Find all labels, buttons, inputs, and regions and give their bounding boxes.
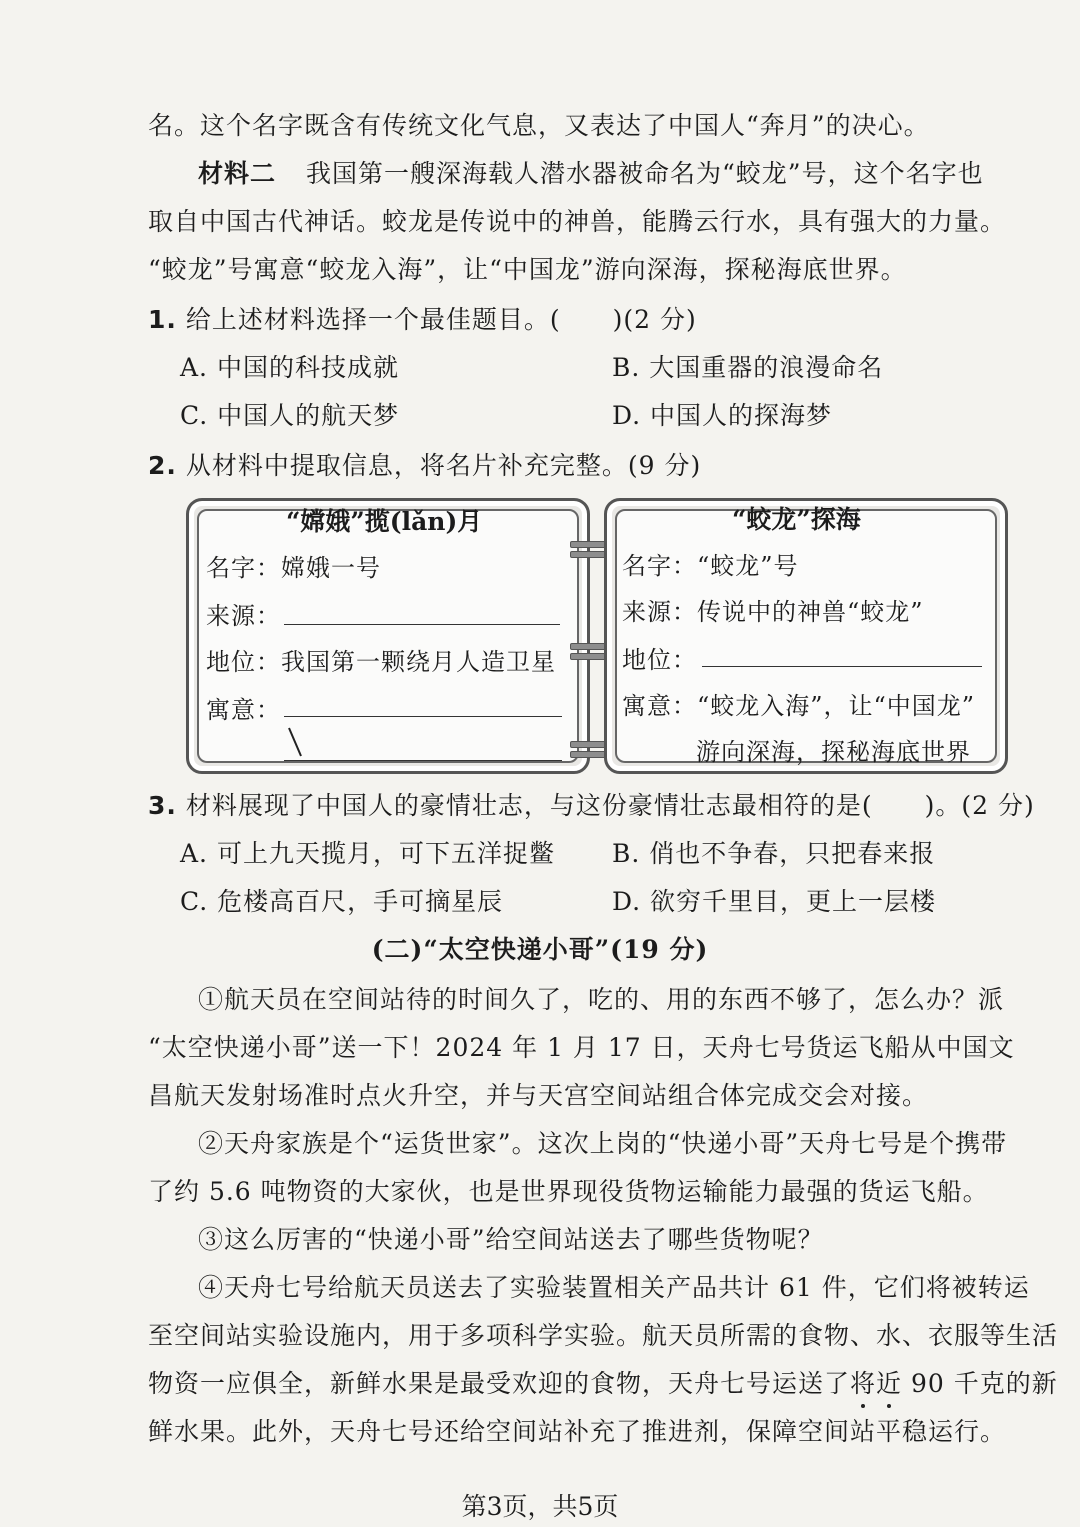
para-1-line1: ①航天员在空间站待的时间久了，吃的、用的东西不够了，怎么办？派 [198,985,1005,1014]
material-two-line1 [198,158,1010,190]
page-number: 第3页，共5页 [461,1492,619,1521]
card-chang-e-name: 名字：嫦娥一号 [206,554,381,582]
question-1-text: 给上述材料选择一个最佳题目。( )(2 分) [185,305,697,334]
card-chang-e-source-label: 来源： [206,602,281,630]
card-jiaolong-meaning-1: 寓意：“蛟龙入海”，让“中国龙” [622,692,976,720]
question-2-text: 从材料中提取信息，将名片补充完整。(9 分) [185,451,702,480]
para-4-line3-b: 90 千克的新 [902,1369,1058,1398]
card-chang-e-meaning-blank-1[interactable] [284,716,562,717]
card-jiaolong-meaning-2: 游向深海，探秘海底世界 [696,738,971,766]
para-4-line3-a: 物资一应俱全，新鲜水果是最受欢迎的食物，天舟七号运送了 [148,1369,851,1398]
para-3-line1: ③这么厉害的“快递小哥”给空间站送去了哪些货物呢？ [198,1225,824,1254]
material-two-line3: “蛟龙”号寓意“蛟龙入海”，让“中国龙”游向深海，探秘海底世界。 [148,255,907,284]
q3-option-d[interactable]: D. 欲穷千里目，更上一层楼 [612,887,937,916]
question-3-number: 3. [148,791,177,820]
material-two-text1: 我国第一艘深海载人潜水器被命名为“蛟龙”号，这个名字也 [306,159,984,188]
card-jiaolong-source: 来源：传说中的神兽“蛟龙” [622,598,924,626]
question-1 [148,304,697,336]
question-2-number: 2. [148,451,177,480]
section-2-title: (二)“太空快递小哥”(19 分) [371,935,709,964]
para-2-line2: 了约 5.6 吨物资的大家伙，也是世界现役货物运输能力最强的货运飞船。 [148,1177,989,1206]
para-4-line2: 至空间站实验设施内，用于多项科学实验。航天员所需的食物、水、衣服等生活 [148,1321,1059,1350]
question-2 [148,450,701,482]
para-2-line1: ②天舟家族是个“运货世家”。这次上岗的“快递小哥”天舟七号是个携带 [198,1129,1008,1158]
q3-option-b[interactable]: B. 俏也不争春，只把春来报 [612,839,936,868]
question-3-text: 材料展现了中国人的豪情壮志，与这份豪情壮志最相符的是( )。(2 分) [185,791,1035,820]
q1-option-c[interactable]: C. 中国人的航天梦 [180,401,400,430]
material-two-label: 材料二 [198,159,277,188]
q3-option-c[interactable]: C. 危楼高百尺，手可摘星辰 [180,887,504,916]
question-3 [148,790,1035,822]
card-jiaolong-inner [615,509,997,763]
emphasis-char-1: 将 [850,1369,877,1398]
card-jiaolong-status-blank[interactable] [702,666,982,667]
card-chang-e-status: 地位：我国第一颗绕月人造卫星 [206,648,556,676]
card-chang-e-meaning-blank-2[interactable] [284,760,562,761]
para-4-line1: ④天舟七号给航天员送去了实验装置相关产品共计 61 件，它们将被转运 [198,1273,1030,1302]
card-jiaolong-name: 名字：“蛟龙”号 [622,552,799,580]
question-1-number: 1. [148,305,177,334]
pen-mark-icon [286,726,306,760]
card-chang-e-meaning-label: 寓意： [206,696,281,724]
para-4-line4: 鲜水果。此外，天舟七号还给空间站补充了推进剂，保障空间站平稳运行。 [148,1417,1007,1446]
card-jiaolong-status-label: 地位： [622,646,697,674]
card-chang-e-source-blank[interactable] [284,624,560,625]
card-chang-e [186,498,590,774]
material-one-tail: 名。这个名字既含有传统文化气息，又表达了中国人“奔月”的决心。 [148,111,930,140]
emphasis-char-2: 近 [876,1369,903,1398]
q1-option-a[interactable]: A. 中国的科技成就 [180,353,399,382]
para-1-line2: “太空快递小哥”送一下！2024 年 1 月 17 日，天舟七号货运飞船从中国文 [148,1033,1015,1062]
material-two-line2: 取自中国古代神话。蛟龙是传说中的神兽，能腾云行水，具有强大的力量。 [148,207,1007,236]
card-chang-e-title: “嫦娥”揽(lǎn)月 [286,507,483,536]
card-jiaolong-title: “蛟龙”探海 [732,505,861,534]
q3-option-a[interactable]: A. 可上九天揽月，可下五洋捉鳖 [180,839,555,868]
q1-option-d[interactable]: D. 中国人的探海梦 [612,401,833,430]
q1-option-b[interactable]: B. 大国重器的浪漫命名 [612,353,884,382]
card-jiaolong [604,498,1008,774]
para-1-line3: 昌航天发射场准时点火升空，并与天宫空间站组合体完成交会对接。 [148,1081,929,1110]
para-4-line3 [148,1368,1058,1400]
